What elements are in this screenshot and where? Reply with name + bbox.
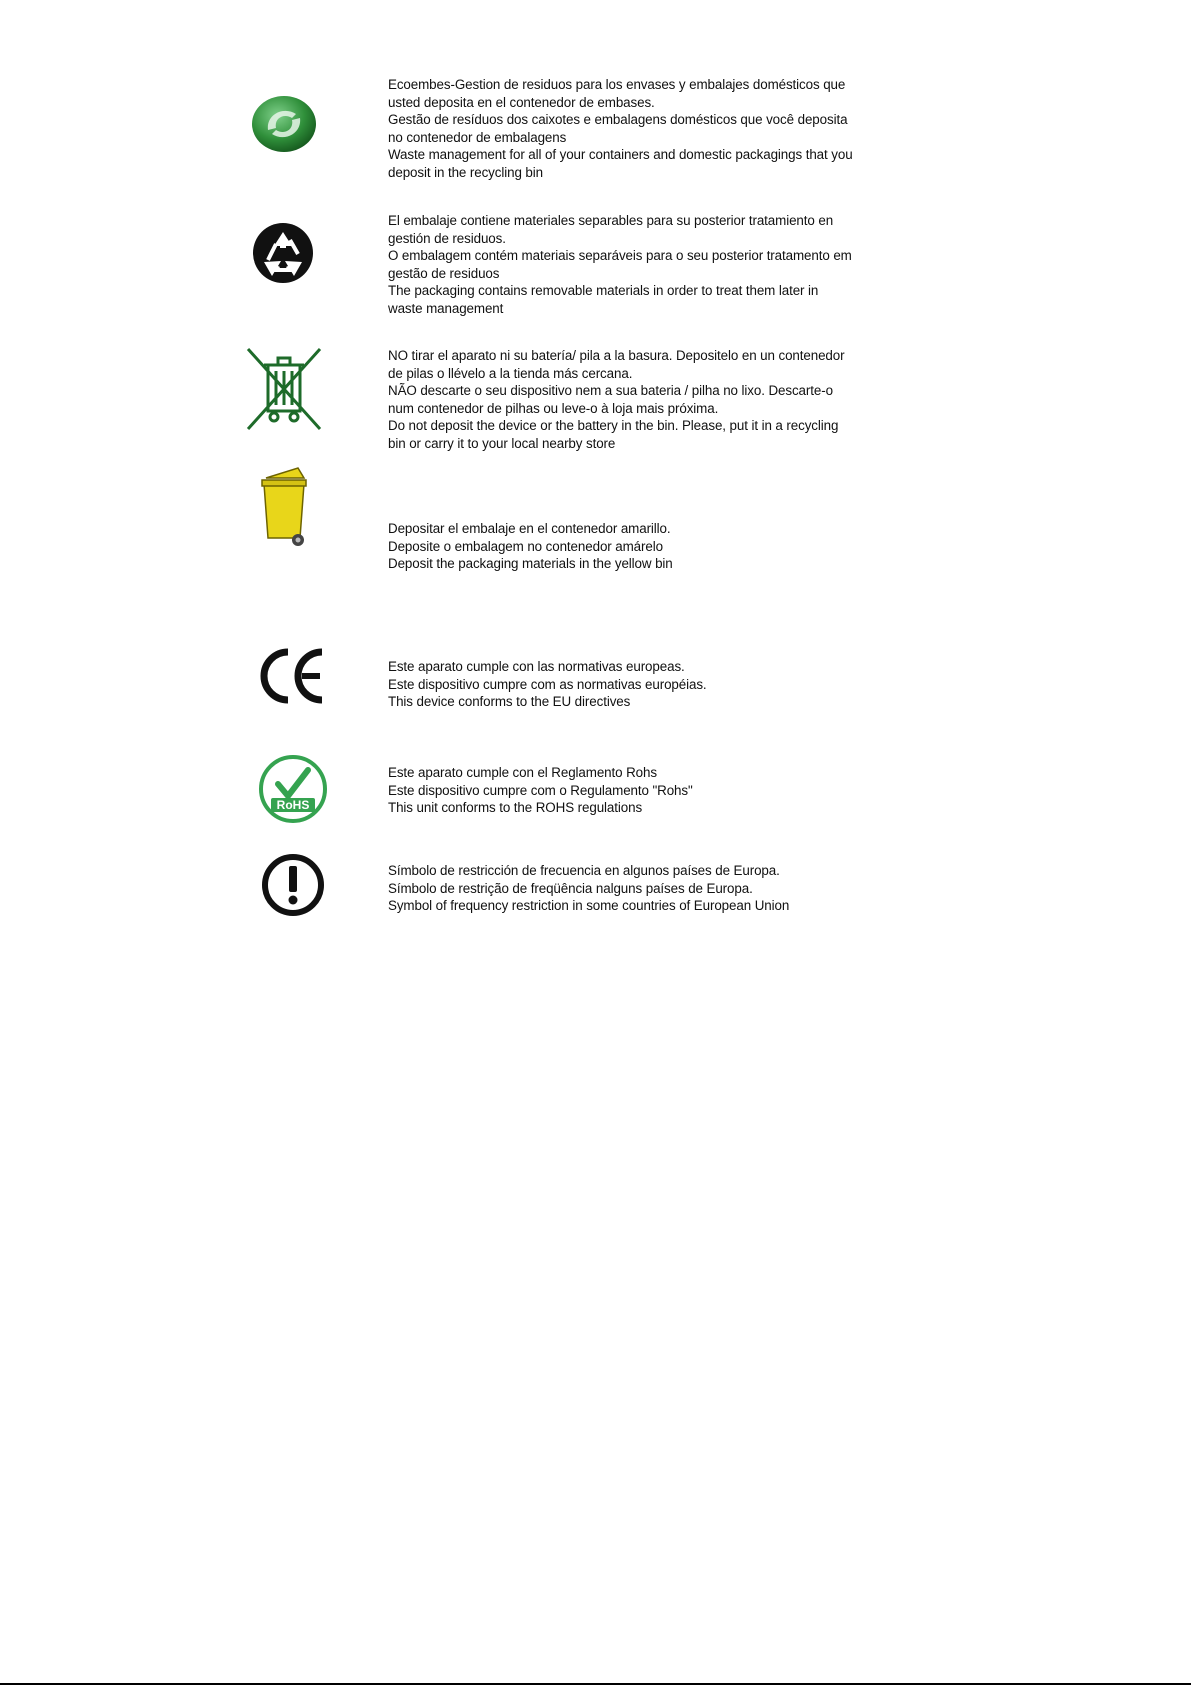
- text-line: Symbol of frequency restriction in some countries of European Union: [388, 898, 790, 913]
- rohs-icon: [258, 754, 358, 854]
- text-line: Ecoembes-Gestion de residuos para los envases y embalajes domésticos que: [388, 77, 846, 92]
- symbol-text: [388, 520, 926, 573]
- text-line: Gestão de resíduos dos caixotes e embalagens domésticos que você deposita: [388, 112, 848, 127]
- text-line: usted deposita en el contenedor de embases.: [388, 94, 655, 110]
- text-line: This device conforms to the EU directives: [388, 694, 631, 709]
- symbol-text: [388, 76, 926, 181]
- text-line: no contenedor de embalagens: [388, 129, 567, 145]
- crossed-bin-icon: [244, 345, 344, 445]
- green-dot-icon: [248, 86, 348, 186]
- symbol-text: [388, 347, 926, 452]
- text-line: NÃO descarte o seu dispositivo nem a sua bateria / pilha no lixo. Descarte-o: [388, 383, 833, 398]
- symbol-text: [388, 862, 926, 915]
- text-line: Este aparato cumple con las normativas europeas.: [388, 659, 685, 674]
- text-line: Este dispositivo cumpre com as normativas européias.: [388, 676, 707, 692]
- exclamation-icon: [260, 852, 360, 952]
- text-line: Do not deposit the device or the battery in the bin. Please, put it in a recycling: [388, 418, 839, 433]
- text-line: NO tirar el aparato ni su batería/ pila a la basura. Depositelo en un contenedor: [388, 348, 845, 363]
- text-line: Este aparato cumple con el Reglamento Rohs: [388, 765, 657, 780]
- symbol-text: [388, 764, 926, 817]
- text-line: The packaging contains removable materials in order to treat them later in: [388, 283, 819, 298]
- text-line: El embalaje contiene materiales separables para su posterior tratamiento en: [388, 213, 834, 228]
- rohs-label: RoHS: [276, 798, 310, 812]
- text-line: Deposite o embalagem no contenedor amárelo: [388, 538, 663, 554]
- text-line: de pilas o llévelo a la tienda más cercana.: [388, 365, 633, 381]
- text-line: Símbolo de restricción de frecuencia en algunos países de Europa.: [388, 863, 780, 878]
- text-line: deposit in the recycling bin: [388, 164, 544, 180]
- recycle-icon: [250, 220, 350, 320]
- text-line: Deposit the packaging materials in the yellow bin: [388, 556, 673, 571]
- disposal-symbols-table: [244, 70, 926, 913]
- ce-mark-icon: [256, 646, 356, 746]
- text-line: Depositar el embalaje en el contenedor amarillo.: [388, 521, 671, 536]
- text-line: bin or carry it to your local nearby store: [388, 435, 616, 451]
- symbol-text: [388, 658, 926, 711]
- text-line: Waste management for all of your containers and domestic packagings that you: [388, 147, 853, 162]
- text-line: Este dispositivo cumpre com o Regulamento "Rohs": [388, 782, 693, 798]
- text-line: num contenedor de pilhas ou leve-o à loja mais próxima.: [388, 400, 719, 416]
- text-line: waste management: [388, 300, 504, 316]
- symbol-text: [388, 212, 926, 317]
- text-line: O embalagem contém materiais separáveis para o seu posterior tratamento em: [388, 248, 852, 263]
- text-line: gestión de residuos.: [388, 230, 506, 246]
- text-line: Símbolo de restrição de freqüência nalguns países de Europa.: [388, 880, 753, 896]
- yellow-bin-icon: [258, 466, 358, 566]
- text-line: gestão de residuos: [388, 265, 500, 281]
- text-line: This unit conforms to the ROHS regulations: [388, 800, 643, 815]
